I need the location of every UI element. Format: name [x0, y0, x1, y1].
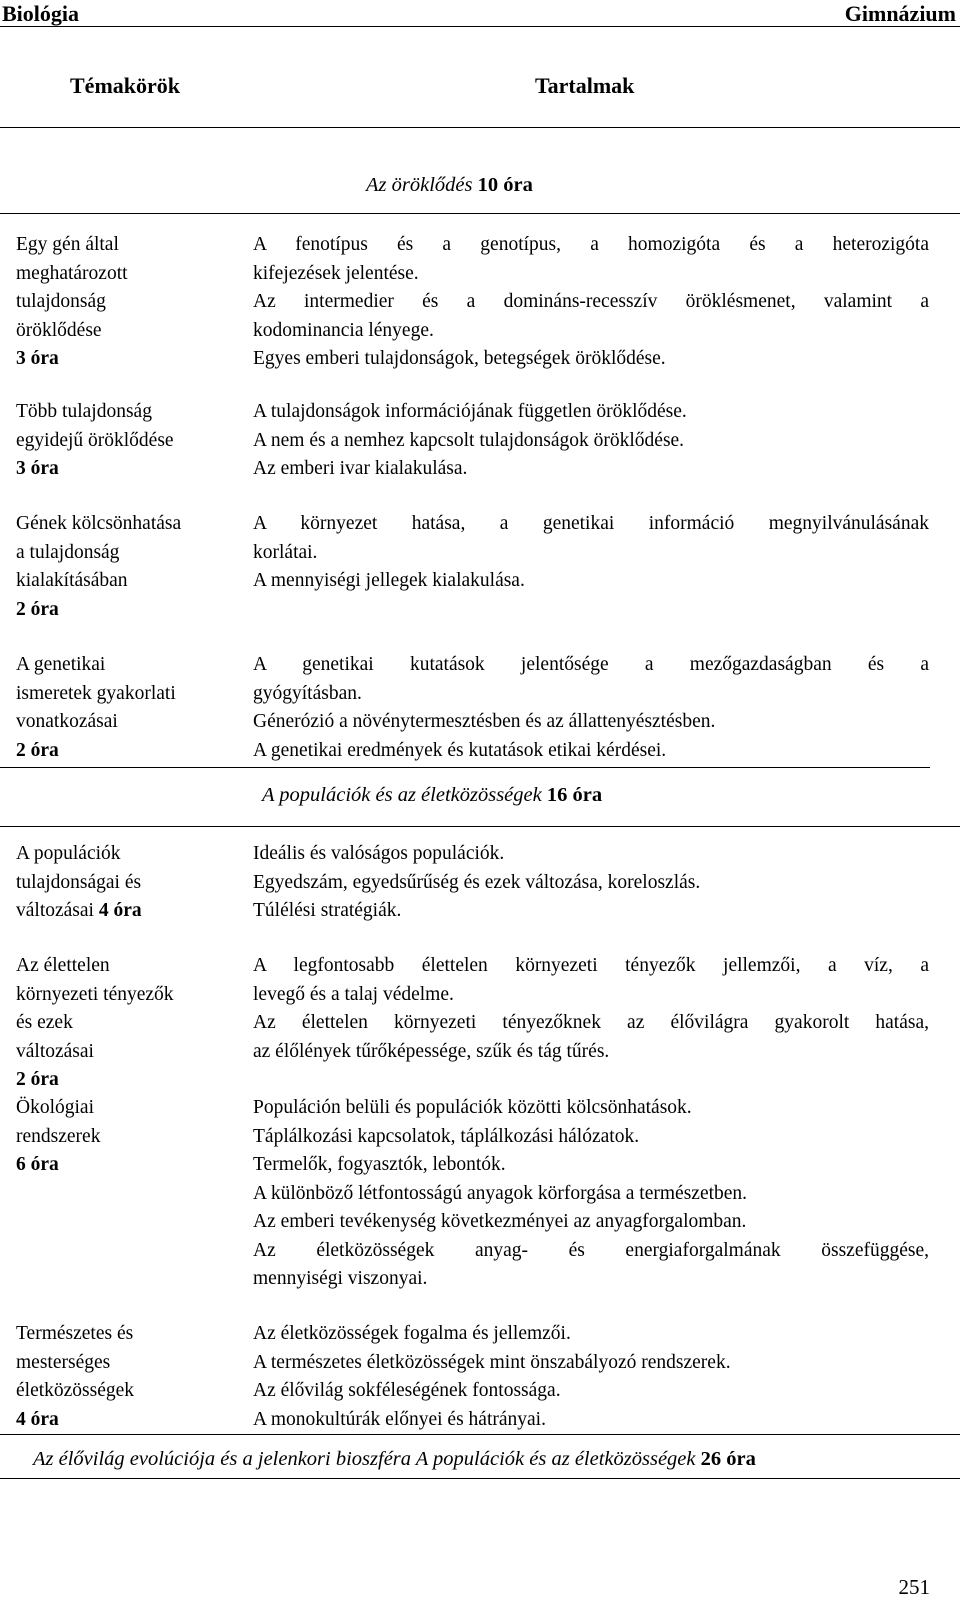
topic-ecological-systems — [16, 1094, 231, 1180]
section-title-text: A populációk és az életközösségek — [262, 784, 542, 806]
topic-hours: 2 óra — [16, 598, 59, 620]
page-number: 251 — [898, 1575, 930, 1599]
topic-hours: 2 óra — [16, 1069, 59, 1090]
section-title-evolution — [33, 1448, 756, 1471]
topic-hours: 3 óra — [16, 458, 59, 479]
content-ecological-systems — [253, 1094, 929, 1294]
content-line: A különböző létfontosságú anyagok körforgása a természetben. — [253, 1182, 748, 1204]
content-line: kodominancia lényege. — [253, 319, 434, 341]
content-genetics-practical — [253, 651, 929, 765]
topic-line: ismeretek gyakorlati — [16, 682, 176, 704]
subject-title: Biológia — [2, 1, 80, 26]
content-line: gyógyításban. — [253, 682, 362, 704]
content-line: A természetes életközösségek mint önszabályozó rendszerek. — [253, 1351, 731, 1373]
section-title-text: Az öröklődés — [366, 174, 473, 196]
page-header — [0, 0, 960, 27]
topic-line: vonatkozásai — [16, 711, 118, 732]
section-hours: 10 óra — [477, 174, 533, 196]
content-line: A monokultúrák előnyei és hátrányai. — [253, 1408, 546, 1430]
content-line: kifejezések jelentése. — [253, 262, 419, 284]
topic-line: tulajdonság — [16, 291, 106, 312]
topic-line: meghatározott — [16, 262, 128, 284]
topic-line: környezeti tényezők — [16, 983, 174, 1005]
content-line: Egyes emberi tulajdonságok, betegségek öröklődése. — [253, 348, 666, 369]
content-line: Túlélési stratégiák. — [253, 900, 402, 921]
topic-line: a tulajdonság — [16, 541, 120, 563]
topic-population-properties — [16, 840, 231, 926]
topic-line: Az élettelen — [16, 955, 110, 976]
content-single-gene-inheritance — [253, 231, 929, 374]
content-line: A genetikai kutatások jelentősége a mezőgazdaságban és a — [253, 654, 929, 675]
topic-gene-interaction — [16, 510, 231, 624]
content-line: Az élettelen környezeti tényezőknek az élővilágra gyakorolt hatása, — [253, 1012, 929, 1033]
section-title-populations — [262, 784, 602, 807]
content-line: Az életközösségek fogalma és jellemzői. — [253, 1323, 571, 1344]
content-line: A legfontosabb élettelen környezeti tényezők jellemzői, a víz, a — [253, 955, 929, 976]
content-abiotic-factors — [253, 952, 929, 1066]
content-line: Az élővilág sokféleségének fontossága. — [253, 1380, 561, 1401]
topic-line: mesterséges — [16, 1351, 111, 1373]
topic-single-gene-inheritance — [16, 231, 231, 374]
topic-line: és ezek — [16, 1012, 73, 1033]
content-line: mennyiségi viszonyai. — [253, 1268, 428, 1289]
topic-line: Gének kölcsönhatása — [16, 513, 182, 534]
topic-line: öröklődése — [16, 319, 102, 341]
content-line: Az emberi tevékenység következményei az anyagforgalomban. — [253, 1211, 747, 1232]
topic-line: egyidejű öröklődése — [16, 429, 174, 451]
content-line: Az intermedier és a domináns-recesszív öröklésmenet, valamint a — [253, 291, 929, 312]
topic-line: változásai — [16, 1040, 94, 1062]
content-line: Génerózió a növénytermesztésben és az állattenyésztésben. — [253, 711, 716, 732]
content-line: Az emberi ivar kialakulása. — [253, 458, 468, 479]
topic-hours: 4 óra — [16, 1408, 59, 1430]
topic-line: tulajdonságai és — [16, 871, 142, 893]
topic-line: változásai — [16, 900, 94, 921]
content-line: Egyedszám, egyedsűrűség és ezek változása, koreloszlás. — [253, 871, 701, 893]
section-divider — [0, 1478, 960, 1479]
topic-line: A populációk — [16, 843, 121, 864]
content-line: A nem és a nemhez kapcsolt tulajdonságok öröklődése. — [253, 429, 685, 451]
school-type: Gimnázium — [844, 1, 956, 26]
topic-line: Ökológiai — [16, 1097, 94, 1118]
section-title-text: Az élővilág evolúciója és a jelenkori bioszféra A populációk és az életközösségek — [33, 1448, 696, 1470]
column-heading-topics: Témakörök — [70, 73, 180, 98]
section-divider — [0, 767, 930, 768]
section-divider — [0, 1434, 960, 1435]
content-line: Az életközösségek anyag- és energiaforgalmának összefüggése, — [253, 1239, 929, 1261]
topic-line: rendszerek — [16, 1125, 101, 1147]
topic-line: életközösségek — [16, 1380, 135, 1401]
content-line: A genetikai eredmények és kutatások etikai kérdései. — [253, 739, 667, 761]
topic-line: Egy gén által — [16, 234, 119, 255]
topic-line: kialakításában — [16, 570, 128, 591]
content-multiple-traits — [253, 398, 929, 484]
content-line: A környezet hatása, a genetikai információ megnyilvánulásának — [253, 513, 929, 534]
topic-line: Több tulajdonság — [16, 401, 152, 422]
content-line: A fenotípus és a genotípus, a homozigóta és a heterozigóta — [253, 234, 929, 255]
topic-hours: 6 óra — [16, 1154, 59, 1175]
section-divider — [0, 826, 960, 827]
topic-hours: 3 óra — [16, 348, 59, 369]
section-title-heredity — [366, 174, 533, 197]
content-line: A tulajdonságok információjának független öröklődése. — [253, 401, 687, 422]
content-line: Populáción belüli és populációk közötti kölcsönhatások. — [253, 1097, 692, 1118]
content-line: az élőlények tűrőképessége, szűk és tág tűrés. — [253, 1040, 610, 1062]
content-line: Táplálkozási kapcsolatok, táplálkozási hálózatok. — [253, 1125, 640, 1147]
topic-abiotic-factors — [16, 952, 231, 1095]
content-line: Ideális és valóságos populációk. — [253, 843, 505, 864]
topic-communities — [16, 1320, 231, 1434]
content-line: korlátai. — [253, 541, 318, 563]
content-gene-interaction — [253, 510, 929, 596]
topic-line: Természetes és — [16, 1323, 134, 1344]
content-population-properties — [253, 840, 929, 926]
topic-line: A genetikai — [16, 654, 106, 675]
topic-hours: 2 óra — [16, 739, 59, 761]
content-line: levegő és a talaj védelme. — [253, 983, 454, 1005]
section-hours: 16 óra — [546, 784, 603, 806]
content-line: Termelők, fogyasztók, lebontók. — [253, 1154, 506, 1175]
section-divider — [0, 213, 960, 214]
topic-genetics-practical — [16, 651, 231, 765]
column-heading-contents: Tartalmak — [535, 73, 635, 98]
content-line: A mennyiségi jellegek kialakulása. — [253, 570, 525, 591]
column-heading-divider — [0, 127, 960, 128]
topic-hours: 4 óra — [98, 900, 142, 921]
topic-multiple-traits — [16, 398, 231, 484]
section-hours: 26 óra — [700, 1448, 756, 1470]
content-communities — [253, 1320, 929, 1434]
